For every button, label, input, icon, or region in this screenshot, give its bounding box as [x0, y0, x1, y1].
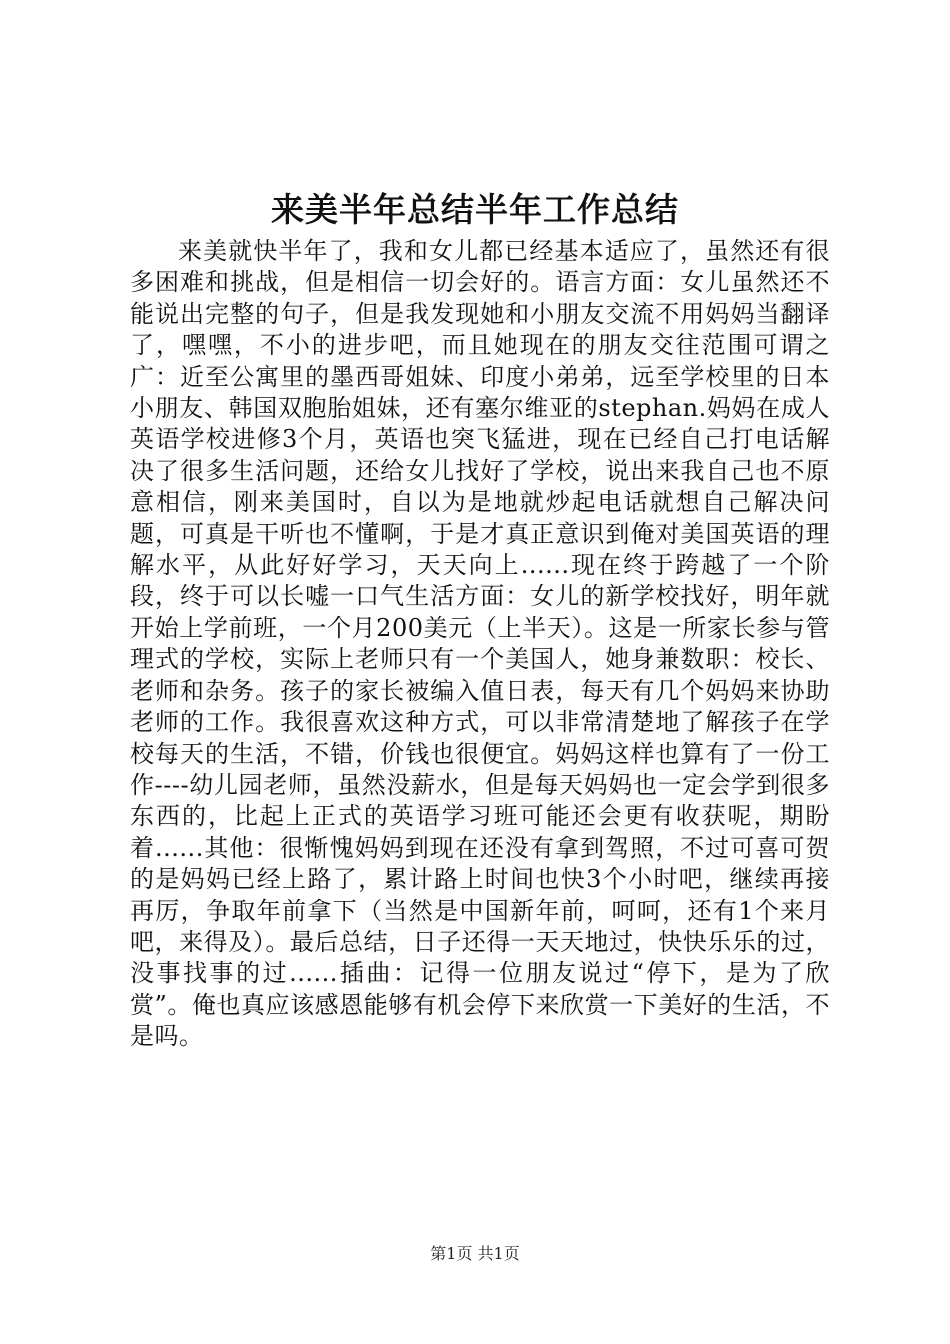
page-number-footer: 第1页 共1页: [430, 1244, 520, 1263]
document-title: 来美半年总结半年工作总结: [271, 190, 679, 229]
document-body-paragraph: 来美就快半年了，我和女儿都已经基本适应了，虽然还有很多困难和挑战，但是相信一切会好的。语言方面：女儿虽然还不能说出完整的句子，但是我发现她和小朋友交流不用妈妈当翻译了，嘿嘿，不小的进步吧，而且她现在的朋友交往范围可谓之广：近至公寓里的墨西哥姐妹、印度小弟弟，远至学校里的日本小朋友、韩国双胞胎姐妹，还有塞尔维亚的stephan.妈妈在成人英语学校进修3个月，英语也突飞猛进，现在已经自己打电话解决了很多生活问题，还给女儿找好了学校，说出来我自己也不原意相信，刚来美国时，自以为是地就炒起电话就想自己解决问题，可真是干听也不懂啊，于是才真正意识到俺对美国英语的理解水平，从此好好学习，天天向上......现在终于跨越了一个阶段，终于可以长嘘一口气生活方面：女儿的新学校找好，明年就开始上学前班，一个月200美元（上半天）。这是一所家长参与管理式的学校，实际上老师只有一个美国人，她身兼数职：校长、老师和杂务。孩子的家长被编入值日表，每天有几个妈妈来协助老师的工作。我很喜欢这种方式，可以非常清楚地了解孩子在学校每天的生活，不错，价钱也很便宜。妈妈这样也算有了一份工作----幼儿园老师，虽然没薪水，但是每天妈妈也一定会学到很多东西的，比起上正式的英语学习班可能还会更有收获呢，期盼着......其他：很惭愧妈妈到现在还没有拿到驾照，不过可喜可贺的是妈妈已经上路了，累计路上时间也快3个小时吧，继续再接再厉，争取年前拿下（当然是中国新年前，呵呵，还有1个来月吧，来得及）。最后总结，日子还得一天天地过，快快乐乐的过，没事找事的过......插曲：记得一位朋友说过“停下，是为了欣赏”。俺也真应该感恩能够有机会停下来欣赏一下美好的生活，不是吗。: [130, 237, 830, 1051]
